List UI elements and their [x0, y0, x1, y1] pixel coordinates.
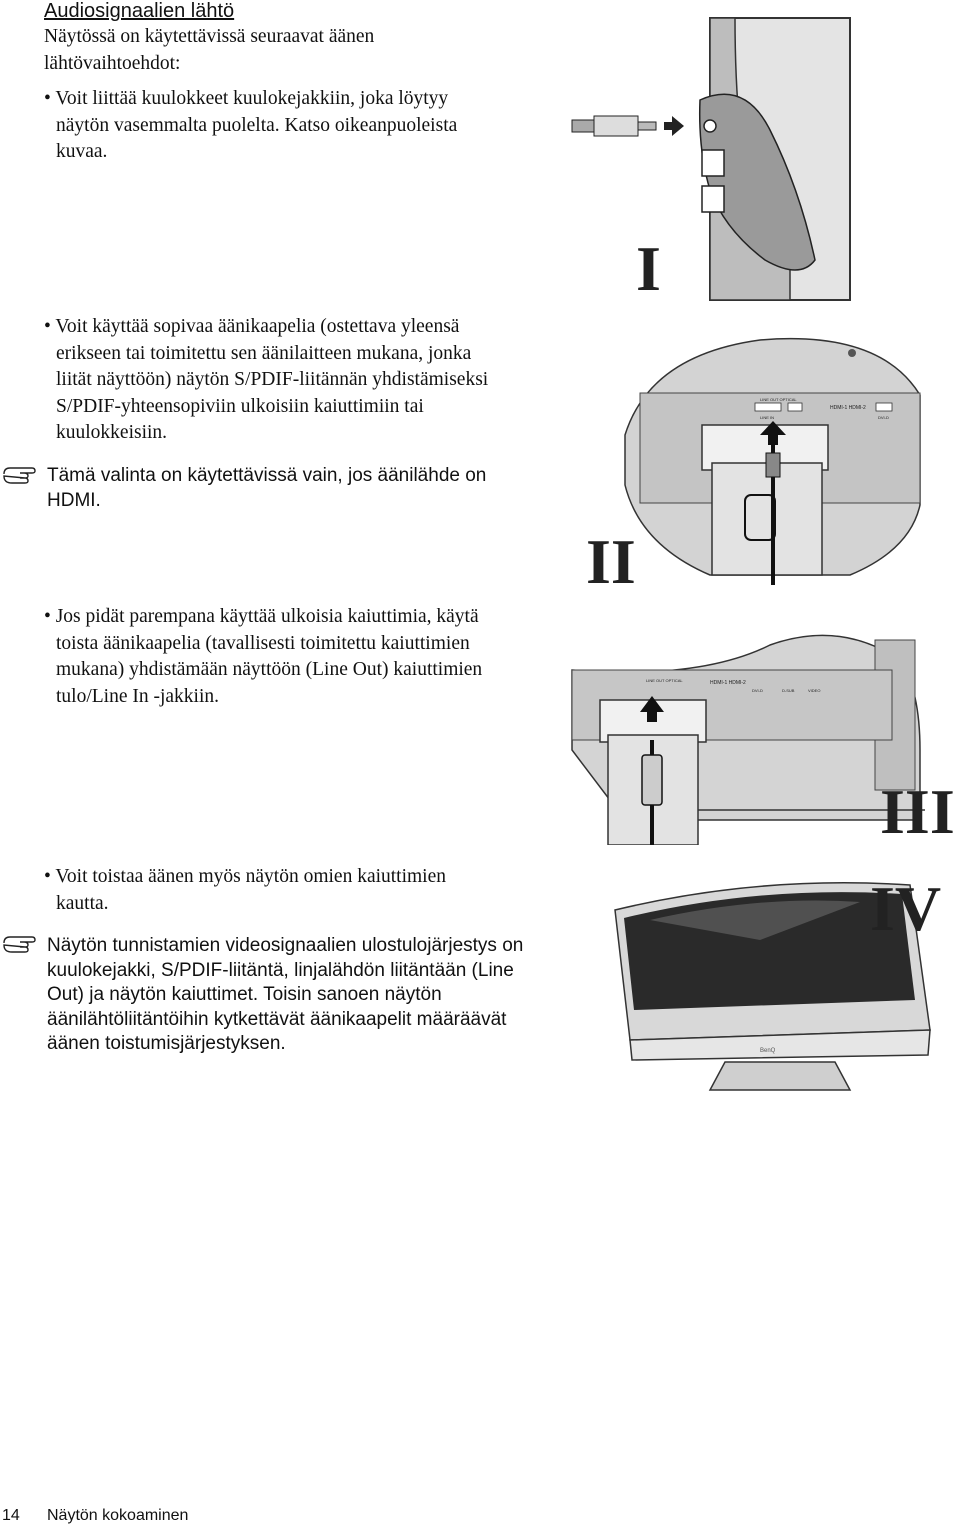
bullet-line: kautta. — [56, 892, 109, 914]
bullet-line: • Voit toistaa äänen myös näytön omien kaiuttimien — [44, 866, 447, 887]
pointing-hand-icon — [2, 462, 42, 486]
port-label-hdmi: HDMI-1 HDMI-2 — [710, 680, 746, 686]
bullet-headphone — [44, 86, 576, 166]
figure-label: I — [636, 233, 661, 304]
note-line: äänilähtöliitäntöihin kytkettävät äänikaapelit määräävät — [47, 1008, 507, 1030]
note-line: Out) ja näytön kaiuttimet. Toisin sanoen näytön — [47, 984, 442, 1005]
note-hdmi — [47, 464, 567, 513]
note-line: äänen toistumisjärjestyksen. — [47, 1033, 286, 1054]
bullet-line: • Voit liittää kuulokkeet kuulokejakkiin, joka löytyy — [44, 88, 449, 109]
bullet-line: tulo/Line In -jakkiin. — [56, 685, 220, 707]
figure-label: II — [586, 526, 636, 597]
note-line: Tämä valinta on käytettävissä vain, jos äänilähde on — [47, 465, 487, 486]
bullet-line: erikseen tai toimitettu sen äänilaitteen mukana, jonka — [56, 342, 472, 364]
port-label-hdmi: HDMI-1 HDMI-2 — [830, 405, 866, 411]
brand-logo: BenQ — [760, 1048, 776, 1054]
figure-label: III — [880, 776, 955, 847]
bullet-line: mukana) yhdistämään näyttöön (Line Out) kaiuttimien — [56, 659, 483, 680]
bullet-line: näytön vasemmalta puolelta. Katso oikeanpuoleista — [56, 114, 458, 136]
figure-line-out-connection — [570, 630, 925, 845]
port-label-line-out: LINE OUT OPTICAL — [760, 397, 797, 402]
intro-line: lähtövaihtoehdot: — [44, 52, 181, 74]
port-label-dvi: DVI-D — [878, 415, 889, 420]
figure-spdif-connection — [620, 335, 925, 585]
intro-line: Näytössä on käytettävissä seuraavat äänen — [44, 26, 375, 47]
port-label-dsub: D-SUB — [782, 688, 795, 693]
bullet-line: S/PDIF-yhteensopiviin ulkoisiin kaiuttimiin tai — [56, 395, 424, 417]
bullet-speakers — [44, 864, 576, 917]
bullet-line: • Voit käyttää sopivaa äänikaapelia (ostettava yleensä — [44, 316, 460, 337]
note-line: Näytön tunnistamien videosignaalien ulostulojärjestys on — [47, 935, 524, 956]
bullet-line: toista äänikaapelia (tavallisesti toimitettu kaiuttimien — [56, 632, 470, 654]
intro-text — [44, 24, 374, 77]
figure-label: IV — [870, 873, 942, 944]
bullet-spdif — [44, 314, 596, 447]
chapter-title: Näytön kokoaminen — [47, 1507, 189, 1524]
figure-headphone-jack — [560, 10, 860, 305]
note-line: kuulokejakki, S/PDIF-liitäntä, linjalähdön liitäntään (Line — [47, 959, 514, 981]
bullet-line: • Jos pidät parempana käyttää ulkoisia kaiuttimia, käytä — [44, 606, 479, 627]
pointing-hand-icon — [2, 931, 42, 955]
page-number: 14 — [2, 1507, 20, 1524]
port-label-line-out: LINE OUT OPTICAL — [646, 678, 683, 683]
note-line: HDMI. — [47, 489, 101, 511]
section-heading: Audiosignaalien lähtö — [44, 0, 235, 22]
port-label-line-in: LINE IN — [760, 415, 775, 420]
bullet-line: liität näyttöön) näytön S/PDIF-liitännän yhdistämiseksi — [56, 369, 489, 390]
bullet-line: kuulokkeisiin. — [56, 422, 168, 443]
port-label-dvi: DVI-D — [752, 688, 763, 693]
bullet-line-out — [44, 604, 596, 710]
port-label-video: VIDEO — [808, 688, 821, 693]
note-output-order — [47, 934, 567, 1057]
bullet-line: kuvaa. — [56, 141, 108, 162]
